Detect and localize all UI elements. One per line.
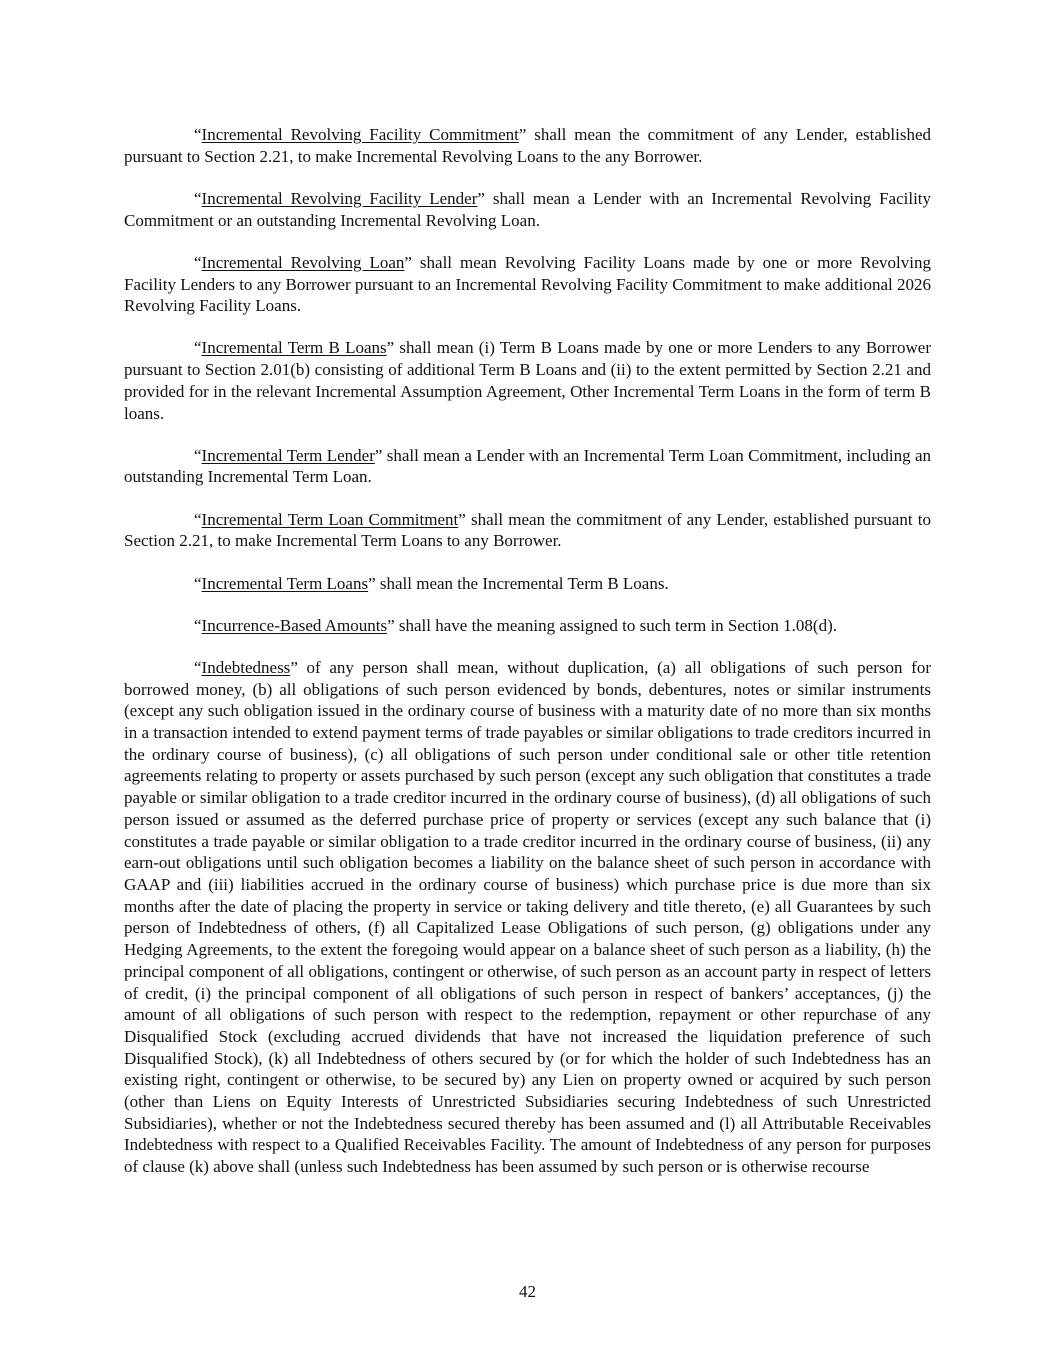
defined-term: Incremental Revolving Facility Lender bbox=[201, 188, 478, 208]
page-number: 42 bbox=[519, 1282, 536, 1301]
definition-text: ” shall mean a Lender with an Incremental Revolving Facility Commitment or an outstanding Incremental Revolving Loan. bbox=[124, 188, 932, 230]
defined-term: Indebtedness bbox=[201, 657, 291, 677]
open-quote: “ bbox=[194, 573, 202, 593]
definition-paragraph bbox=[124, 509, 931, 552]
defined-term: Incremental Revolving Loan bbox=[201, 252, 405, 272]
open-quote: “ bbox=[194, 188, 202, 208]
defined-term: Incremental Term B Loans bbox=[201, 338, 387, 358]
definition-text: ” shall mean (i) Term B Loans made by one or more Lenders to any Borrower pursuant to Section 2.01(b) consisting of additional Term B Loans and (ii) to the extent permitted by Section 2.21 and provided for in the relevant Incremental Assumption Agreement, Other Incremental Term Loans in the form of term B loans. bbox=[124, 338, 931, 423]
definition-paragraph bbox=[124, 188, 931, 231]
definition-text: ” of any person shall mean, without duplication, (a) all obligations of such person for borrowed money, (b) all obligations of such person evidenced by bonds, debentures, notes or similar instruments (except any such obligation issued in the ordinary course of business with a maturity date of no more than six months in a transaction intended to extend payment terms of trade payables or similar obligations to trade creditors incurred in the ordinary course of business), (c) all obligations of such person under conditional sale or other title retention agreements relating to property or assets purchased by such person (except any such obligation that constitutes a trade payable or similar obligation to a trade creditor incurred in the ordinary course of business), (d) all obligations of such person issued or assumed as the deferred purchase price of property or services (except any such balance that (i) constitutes a trade payable or similar obligation to a trade creditor incurred in the ordinary course of business, (ii) any earn-out obligations until such obligation becomes a liability on the balance sheet of such person in accordance with GAAP and (iii) liabilities accrued in the ordinary course of business) which purchase price is due more than six months after the date of placing the property in service or taking delivery and title thereto, (e) all Guarantees by such person of Indebtedness of others, (f) all Capitalized Lease Obligations of such person, (g) obligations under any Hedging Agreements, to the extent the foregoing would appear on a balance sheet of such person as a liability, (h) the principal component of all obligations, contingent or otherwise, of such person as an account party in respect of letters of credit, (i) the principal component of all obligations of such person in respect of bankers’ acceptances, (j) the amount of all obligations of such person with respect to the redemption, repayment or other repurchase of any Disqualified Stock (excluding accrued dividends that have not increased the liquidation preference of such Disqualified Stock), (k) all Indebtedness of others secured by (or for which the holder of such Indebtedness has an existing right, contingent or otherwise, to be secured by) any Lien on property owned or acquired by such person (other than Liens on Equity Interests of Unrestricted Subsidiaries securing Indebtedness of such Unrestricted Subsidiaries), whether or not the Indebtedness secured thereby has been assumed and (l) all Attributable Receivables Indebtedness with respect to a Qualified Receivables Facility. The amount of Indebtedness of any person for purposes of clause (k) above shall (unless such Indebtedness has been assumed by such person or is otherwise recourse bbox=[124, 657, 931, 1177]
open-quote: “ bbox=[194, 509, 202, 529]
definition-text: ” shall have the meaning assigned to such term in Section 1.08(d). bbox=[387, 615, 837, 635]
defined-term: Incremental Term Loan Commitment bbox=[201, 509, 459, 529]
definition-text: ” shall mean the Incremental Term B Loans. bbox=[368, 573, 669, 593]
open-quote: “ bbox=[194, 125, 202, 144]
definition-paragraph bbox=[124, 657, 931, 1178]
open-quote: “ bbox=[194, 445, 202, 465]
definition-paragraph bbox=[124, 337, 931, 424]
definition-paragraph bbox=[124, 445, 931, 488]
open-quote: “ bbox=[194, 252, 202, 272]
definition-text: ” shall mean Revolving Facility Loans made by one or more Revolving Facility Lenders to any Borrower pursuant to an Incremental Revolving Facility Commitment to make additional 2026 Revolving Facility Loans. bbox=[124, 252, 932, 316]
open-quote: “ bbox=[194, 615, 202, 635]
definition-text: ” shall mean the commitment of any Lender, established pursuant to Section 2.21, to make Incremental Term Loans to any Borrower. bbox=[124, 509, 931, 551]
defined-term: Incremental Term Lender bbox=[201, 445, 375, 465]
definition-paragraph bbox=[124, 124, 931, 167]
document-page bbox=[124, 124, 931, 1198]
definition-paragraph bbox=[124, 252, 931, 317]
defined-term: Incremental Term Loans bbox=[201, 573, 369, 593]
definition-paragraph bbox=[124, 615, 931, 637]
definition-paragraph bbox=[124, 573, 931, 595]
open-quote: “ bbox=[194, 657, 202, 677]
defined-term: Incurrence-Based Amounts bbox=[201, 615, 388, 635]
defined-term: Incremental Revolving Facility Commitment bbox=[201, 125, 519, 144]
open-quote: “ bbox=[194, 338, 202, 358]
definition-text: ” shall mean the commitment of any Lender, established pursuant to Section 2.21, to make Incremental Revolving Loans to the any Borrower. bbox=[124, 125, 931, 166]
definition-text: ” shall mean a Lender with an Incremental Term Loan Commitment, including an outstanding Incremental Term Loan. bbox=[124, 445, 931, 487]
